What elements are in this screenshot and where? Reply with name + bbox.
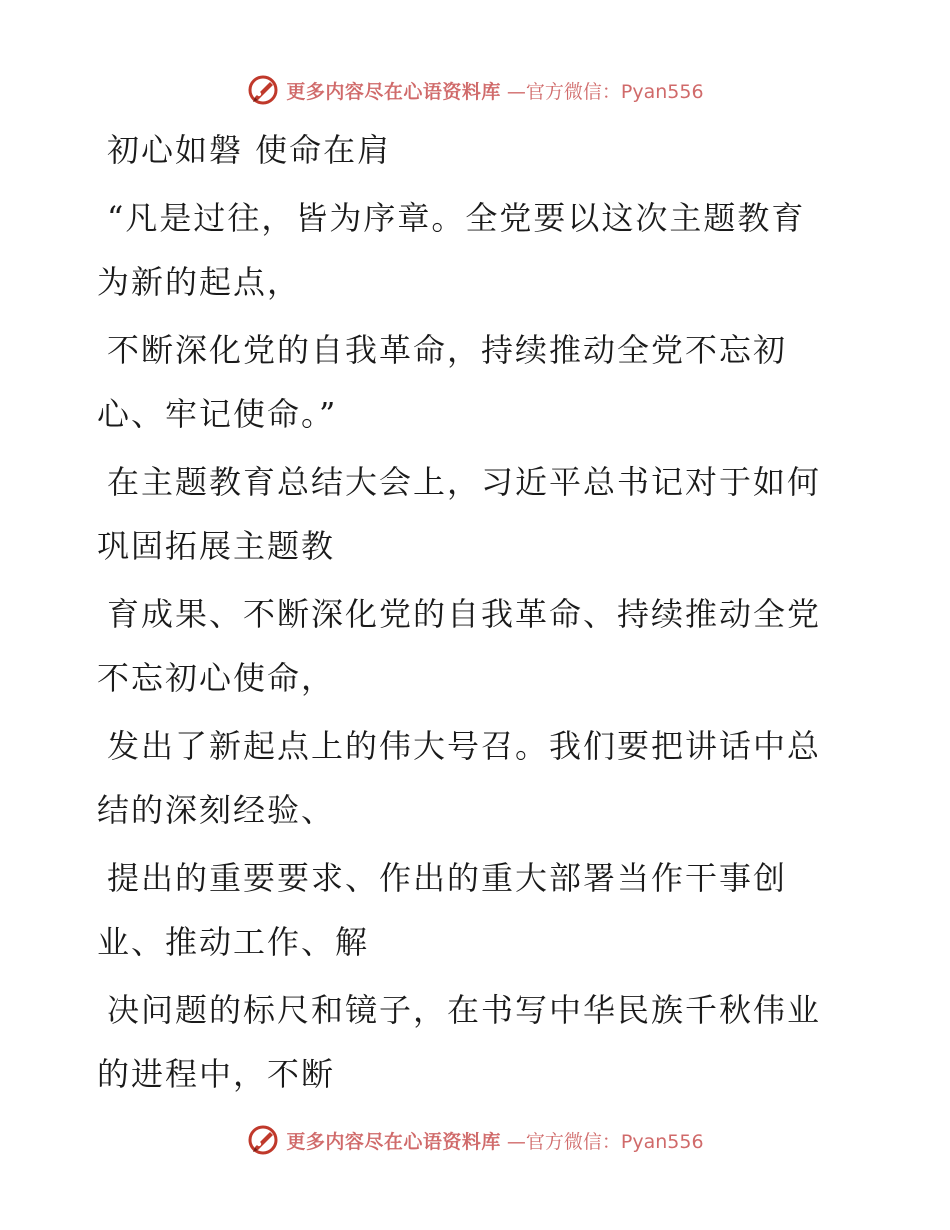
paragraph-line: 的进程中，不断: [97, 1055, 336, 1093]
paragraph-line: 巩固拓展主题教: [97, 527, 336, 565]
paragraph-line: 提出的重要要求、作出的重大部署当作干事创: [107, 859, 788, 897]
paragraph-line: 业、推动工作、解: [97, 923, 370, 961]
paragraph-line: 心、牢记使命。”: [97, 395, 338, 433]
paragraph-line: 不忘初心使命，: [97, 659, 336, 697]
paragraph-line: 不断深化党的自我革命，持续推动全党不忘初: [107, 331, 788, 369]
pen-logo-icon: [246, 73, 280, 107]
paragraph-line: 结的深刻经验、: [97, 791, 336, 829]
paragraph-line: 育成果、不断深化党的自我革命、持续推动全党: [107, 595, 822, 633]
paragraph-line: 决问题的标尺和镜子，在书写中华民族千秋伟业: [107, 991, 822, 1029]
pen-logo-icon: [246, 1123, 280, 1157]
paragraph-line: 在主题教育总结大会上，习近平总书记对于如何: [107, 463, 822, 501]
watermark-prefix: 更多内容尽在心语资料库: [286, 1130, 501, 1153]
watermark-prefix: 更多内容尽在心语资料库: [286, 80, 501, 103]
watermark-suffix: —官方微信：Pyan556: [506, 1130, 704, 1153]
paragraph-line: 发出了新起点上的伟大号召。我们要把讲话中总: [107, 727, 822, 765]
paragraph-line: 为新的起点，: [97, 263, 302, 301]
header-watermark: [0, 70, 950, 110]
document-title: 初心如磐 使命在肩: [107, 131, 392, 169]
footer-watermark: [0, 1120, 950, 1160]
watermark-suffix: —官方微信：Pyan556: [506, 80, 704, 103]
paragraph-line: “凡是过往，皆为序章。全党要以这次主题教育: [107, 199, 806, 237]
document-body: [97, 118, 837, 1106]
